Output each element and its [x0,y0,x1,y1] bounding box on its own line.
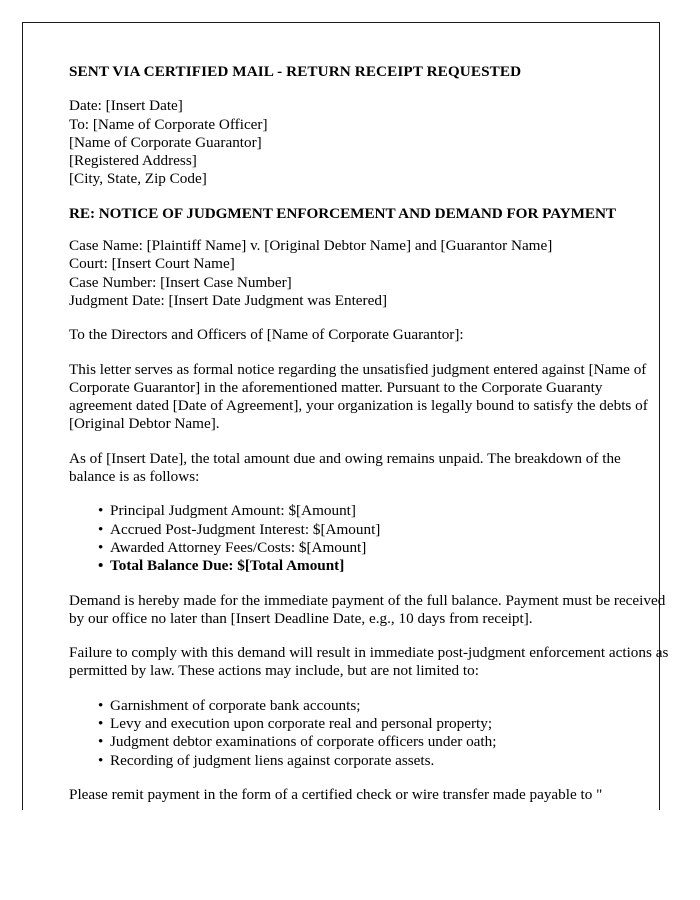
paragraph-balance-intro: As of [Insert Date], the total amount due and owing remains unpaid. The breakdown of the balance is as follows: [69,449,621,486]
recipient-line-officer: To: [Name of Corporate Officer] [69,115,268,133]
enforcement-list-item: • Levy and execution upon corporate real and personal property; [110,715,669,733]
balance-list-item: • Principal Judgment Amount: $[Amount] [110,502,669,520]
judgment-date-line: Judgment Date: [Insert Date Judgment was Entered] [69,291,387,309]
case-number-line: Case Number: [Insert Case Number] [69,273,292,291]
paragraph-formal-notice: This letter serves as formal notice regarding the unsatisfied judgment entered against [Name of Corporate Guarantor] in the aforementioned matter. Pursuant to the Corporate Guaranty agreement dated [Date of Agreement], your organization is legally bound to satisfy the debts of [Original Debtor Name]. [69,360,648,433]
re-subject-heading: RE: NOTICE OF JUDGMENT ENFORCEMENT AND DEMAND FOR PAYMENT [69,204,617,222]
delivery-method-heading: SENT VIA CERTIFIED MAIL - RETURN RECEIPT REQUESTED [69,63,522,80]
document-body [69,63,669,804]
paragraph-demand: Demand is hereby made for the immediate payment of the full balance. Payment must be received by our office no later than [Insert Deadline Date, e.g., 10 days from receipt]. [69,591,666,627]
balance-list-item: • Accrued Post-Judgment Interest: $[Amount] [110,521,669,539]
balance-breakdown-list [69,502,669,575]
case-name-line: Case Name: [Plaintiff Name] v. [Original Debtor Name] and [Guarantor Name] [69,237,553,255]
recipient-line-guarantor: [Name of Corporate Guarantor] [69,133,262,151]
enforcement-actions-list [69,697,669,770]
balance-list-item: • Total Balance Due: $[Total Amount] [110,557,669,575]
recipient-line-city-state-zip: [City, State, Zip Code] [69,170,207,188]
document-page [22,22,669,810]
recipient-address-block [69,116,669,189]
enforcement-list-item: • Recording of judgment liens against corporate assets. [110,752,669,770]
salutation: To the Directors and Officers of [Name of Corporate Guarantor]: [69,326,464,344]
enforcement-list-item: • Garnishment of corporate bank accounts; [110,697,669,715]
balance-list-item: • Awarded Attorney Fees/Costs: $[Amount] [110,539,669,557]
enforcement-list-item: • Judgment debtor examinations of corporate officers under oath; [110,733,669,751]
court-line: Court: [Insert Court Name] [69,255,235,273]
case-details-block [69,237,669,310]
paragraph-remit-payment: Please remit payment in the form of a certified check or wire transfer made payable to " [69,785,603,803]
paragraph-failure-to-comply: Failure to comply with this demand will result in immediate post-judgment enforcement actions as permitted by law. These actions may include, but are not limited to: [69,644,669,680]
recipient-line-address: [Registered Address] [69,152,197,170]
date-line: Date: [Insert Date] [69,97,183,115]
